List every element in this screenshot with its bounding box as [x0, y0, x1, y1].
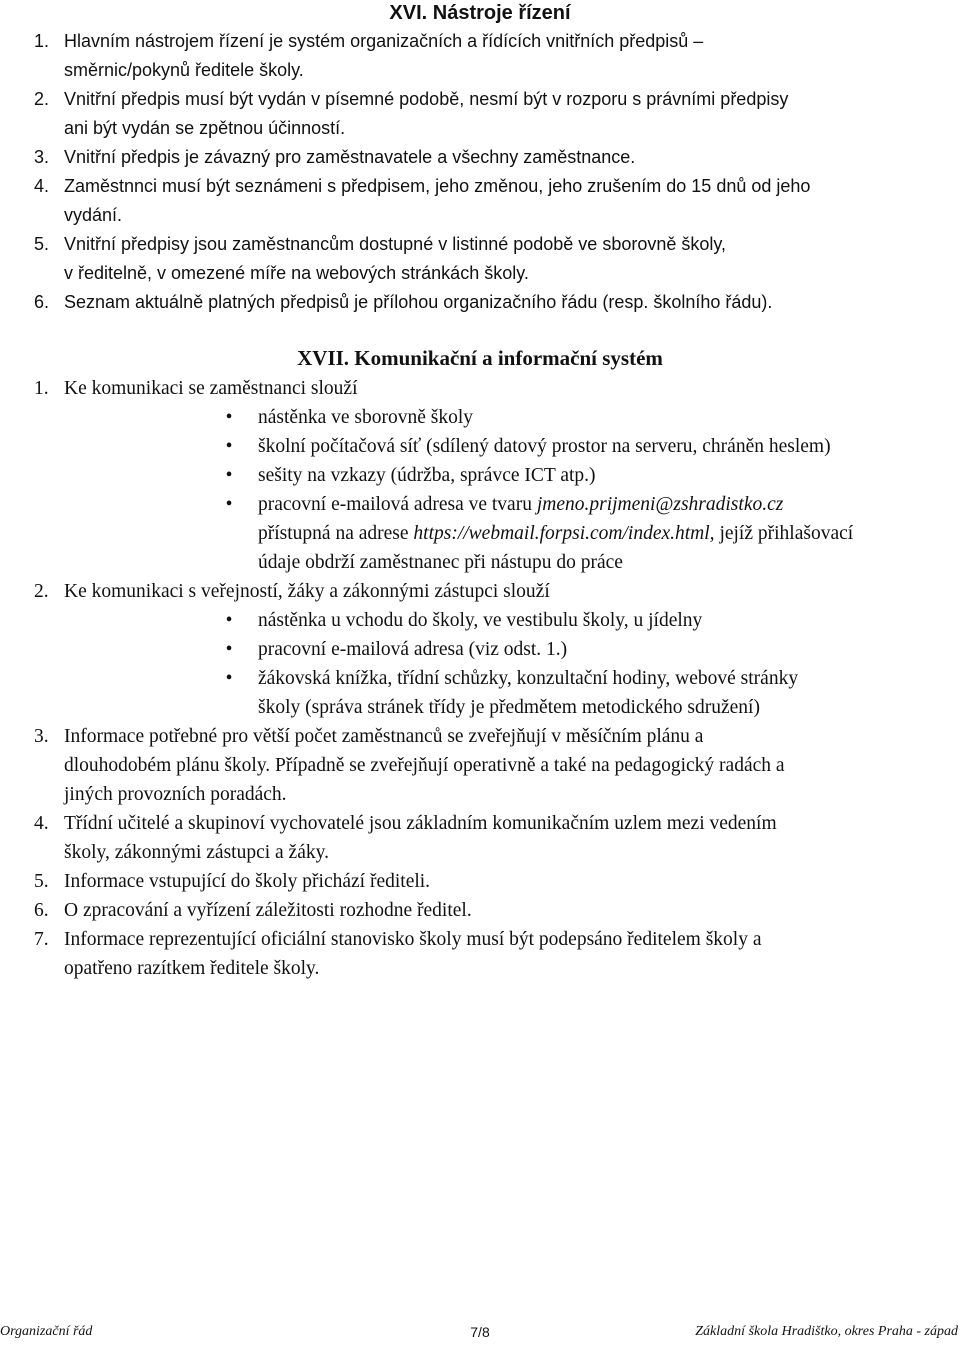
paragraph-line: dlouhodobém plánu školy. Případně se zveřejňují operativně a také na pedagogický radách a — [64, 755, 785, 776]
paragraph-line: Třídní učitelé a skupinoví vychovatelé jsou základním komunikačním uzlem mezi vedením — [64, 813, 777, 834]
paragraph-line: Informace reprezentující oficiální stanovisko školy musí být podepsáno ředitelem školy a — [64, 929, 762, 950]
bullet-icon: • — [225, 407, 233, 428]
item-number: 6. — [34, 292, 50, 312]
footer-page-number: 7/8 — [470, 1324, 490, 1340]
item-number: 3. — [34, 726, 49, 747]
bullet-text: nástěnka ve sborovně školy — [258, 407, 473, 428]
item-number: 5. — [34, 871, 49, 892]
bullet-icon: • — [225, 639, 233, 660]
footer-school-name: Základní škola Hradištko, okres Praha - západ — [695, 1324, 958, 1339]
paragraph-line: Informace vstupující do školy přichází řediteli. — [64, 871, 431, 892]
section-16-heading: XVI. Nástroje řízení — [389, 2, 571, 24]
bullet-text: sešity na vzkazy (údržba, správce ICT atp.) — [258, 465, 596, 486]
paragraph-line: ani být vydán se zpětnou účinností. — [64, 118, 346, 138]
email-address: jmeno.prijmeni@zshradistko.cz — [536, 494, 784, 515]
paragraph-line: Informace potřebné pro větší počet zaměstnanců se zveřejňují v měsíčním plánu a — [64, 726, 704, 747]
section-17-heading: XVII. Komunikační a informační systém — [297, 346, 663, 370]
paragraph-line: Zaměstnnci musí být seznámeni s předpisem, jeho změnou, jeho zrušením do 15 dnů od jeho — [64, 176, 811, 196]
paragraph-line: Vnitřní předpisy jsou zaměstnancům dostupné v listinné podobě ve sborovně školy, — [64, 234, 727, 254]
webmail-url: https://webmail.forpsi.com/index.html, — [413, 523, 715, 544]
bullet-text: nástěnka u vchodu do školy, ve vestibulu školy, u jídelny — [258, 610, 703, 631]
bullet-text: školní počítačová síť (sdílený datový prostor na serveru, chráněn heslem) — [258, 436, 831, 457]
bullet-text: pracovní e-mailová adresa (viz odst. 1.) — [258, 639, 568, 660]
bullet-text — [258, 519, 958, 548]
bullet-icon: • — [225, 668, 233, 689]
paragraph-line: školy, zákonnými zástupci a žáky. — [64, 842, 329, 863]
bullet-text-segment: pracovní e-mailová adresa ve tvaru — [258, 494, 537, 515]
item-number: 2. — [34, 89, 50, 109]
item-number: 4. — [34, 176, 50, 196]
paragraph-line: v ředitelně, v omezené míře na webových stránkách školy. — [64, 263, 529, 283]
paragraph-line: Hlavním nástrojem řízení je systém organizačních a řídících vnitřních předpisů – — [64, 31, 704, 51]
bullet-text: školy (správa stránek třídy je předmětem metodického sdružení) — [258, 697, 760, 718]
item-number: 3. — [34, 147, 50, 167]
bullet-text — [258, 490, 958, 519]
item-number: 7. — [34, 929, 49, 950]
item-number: 4. — [34, 813, 49, 834]
paragraph-line: Vnitřní předpis musí být vydán v písemné podobě, nesmí být v rozporu s právními předpisy — [64, 89, 789, 109]
item-number: 5. — [34, 234, 50, 254]
bullet-icon: • — [225, 465, 233, 486]
item-number: 2. — [34, 581, 49, 602]
paragraph-line: vydání. — [64, 205, 123, 225]
item-number: 1. — [34, 378, 49, 399]
item-number: 6. — [34, 900, 49, 921]
paragraph-line: směrnic/pokynů ředitele školy. — [64, 60, 304, 80]
paragraph-line: Vnitřní předpis je závazný pro zaměstnavatele a všechny zaměstnance. — [64, 147, 636, 167]
item-number: 1. — [34, 31, 50, 51]
paragraph-line: opatřeno razítkem ředitele školy. — [64, 958, 320, 979]
paragraph-line: Ke komunikaci se zaměstnanci slouží — [64, 378, 358, 399]
page-footer — [0, 1320, 960, 1344]
bullet-text: žákovská knížka, třídní schůzky, konzultační hodiny, webové stránky — [258, 668, 799, 689]
bullet-icon: • — [225, 494, 233, 515]
bullet-icon: • — [225, 610, 233, 631]
paragraph-line: jiných provozních poradách. — [64, 784, 287, 805]
paragraph-line: Ke komunikaci s veřejností, žáky a zákonnými zástupci slouží — [64, 581, 550, 602]
paragraph-line: O zpracování a vyřízení záležitosti rozhodne ředitel. — [64, 900, 472, 921]
paragraph-line: Seznam aktuálně platných předpisů je přílohou organizačního řádu (resp. školního řádu). — [64, 292, 773, 312]
bullet-text-segment: přístupná na adrese — [258, 523, 414, 544]
bullet-text: údaje obdrží zaměstnanec při nástupu do práce — [258, 552, 623, 573]
bullet-text-segment: jejíž přihlašovací — [714, 523, 854, 544]
footer-document-title: Organizační řád — [0, 1324, 93, 1339]
bullet-icon: • — [225, 436, 233, 457]
